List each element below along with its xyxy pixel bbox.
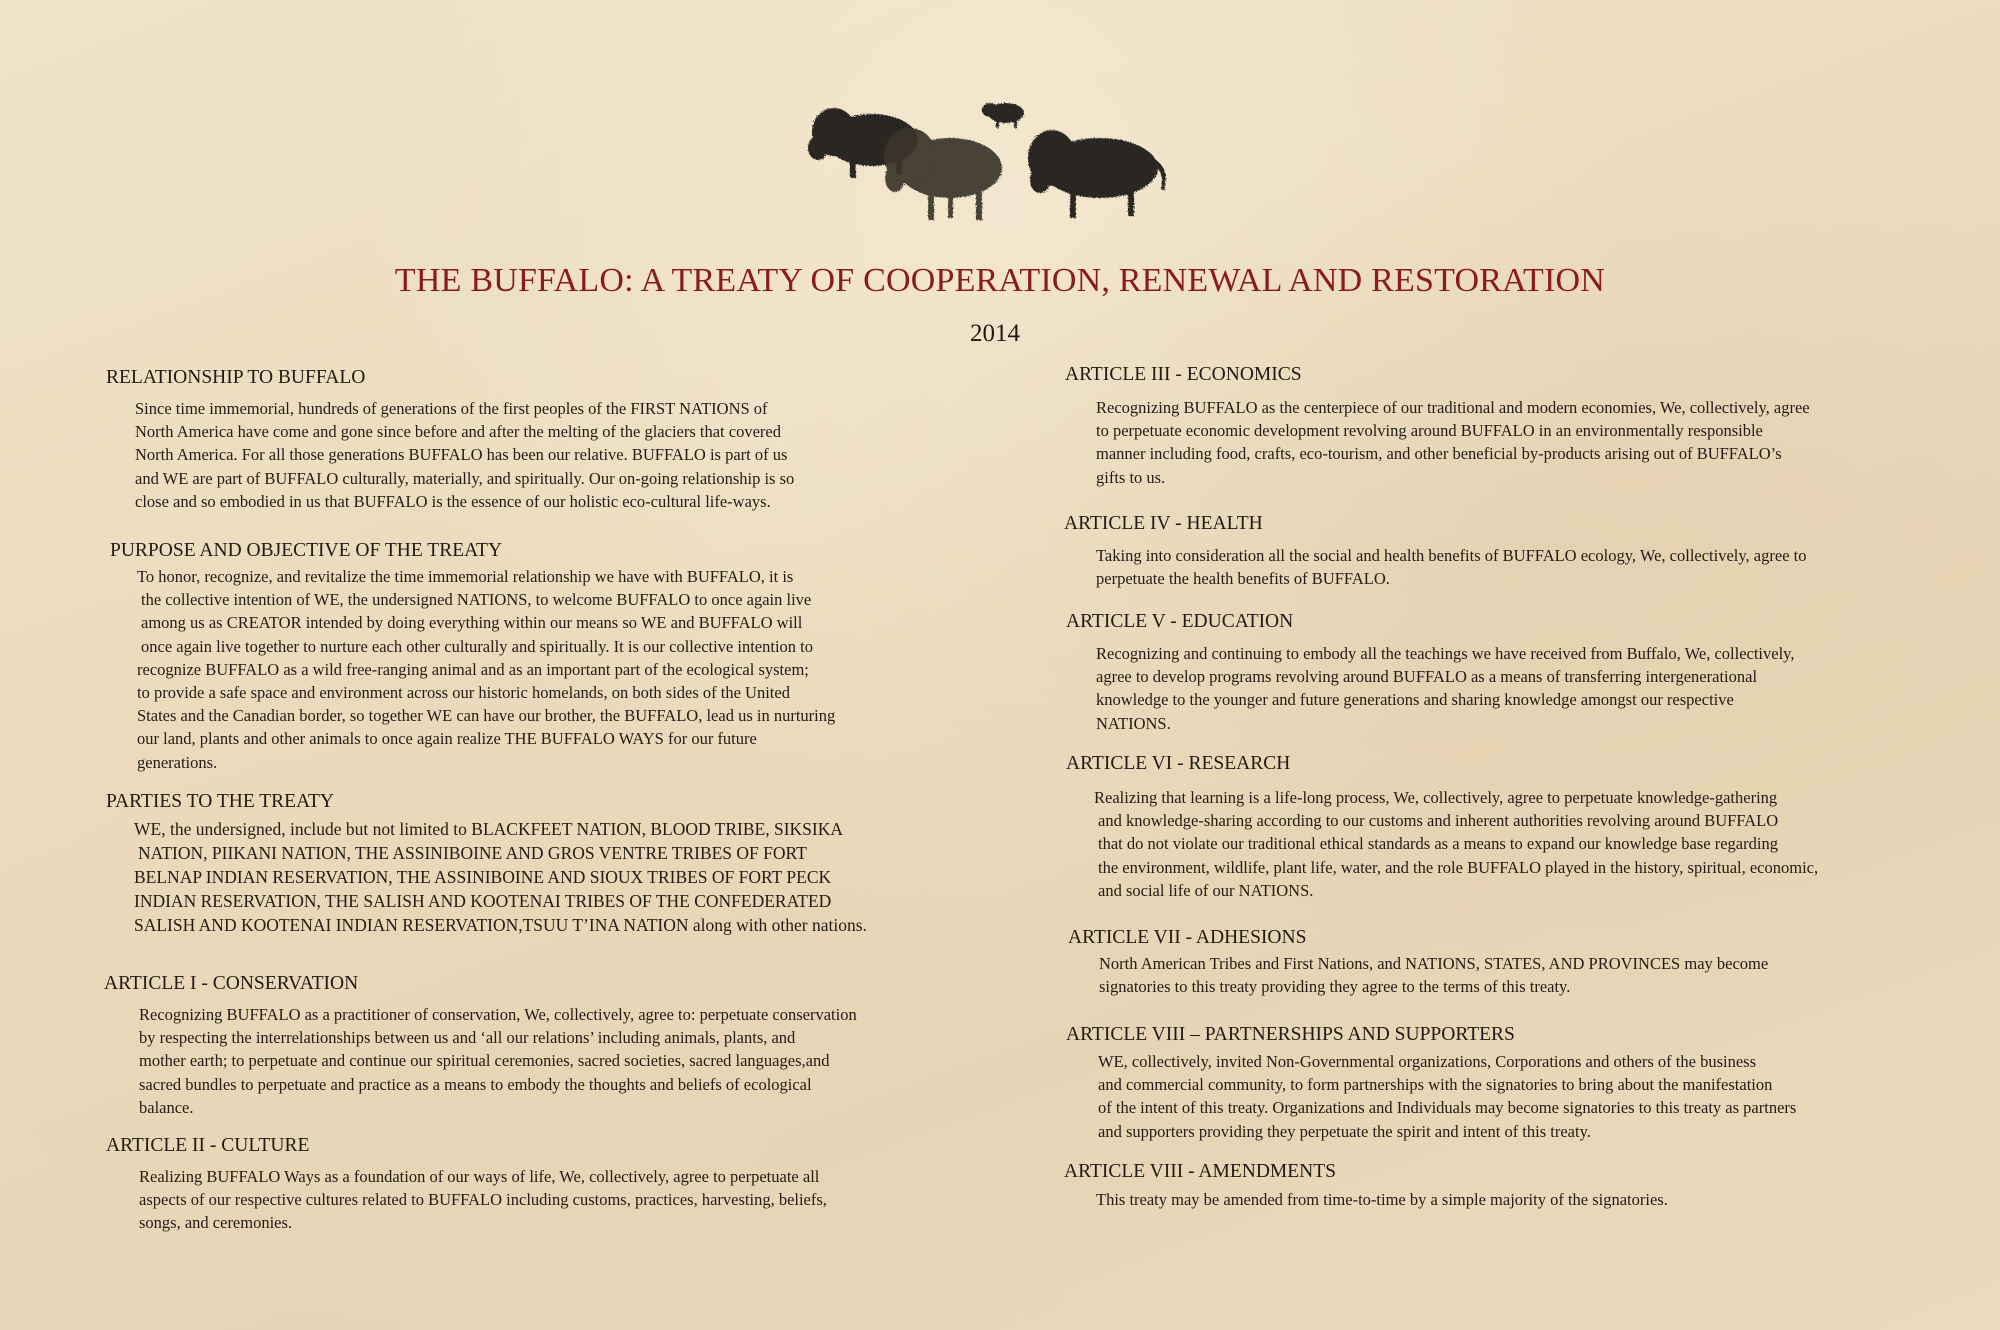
paragraph-line: and WE are part of BUFFALO culturally, materially, and spiritually. Our on-going relationship is so (135, 468, 795, 488)
section-heading: ARTICLE III - ECONOMICS (1065, 364, 1302, 385)
section-heading: ARTICLE VI - RESEARCH (1066, 753, 1291, 774)
buffalo-herd-icon (800, 90, 1190, 230)
section-article-2 (106, 1134, 827, 1235)
paragraph-line: by respecting the interrelationships between us and ‘all our relations’ including animals, plants, and (139, 1028, 796, 1048)
section-heading: ARTICLE II - CULTURE (106, 1135, 310, 1156)
paragraph-line: manner including food, crafts, eco-tourism, and other beneficial by-products arising out of BUFFALO’s (1096, 444, 1782, 464)
section-heading: ARTICLE I - CONSERVATION (104, 973, 359, 994)
paragraph-line: North American Tribes and First Nations, and NATIONS, STATES, AND PROVINCES may become (1099, 954, 1769, 973)
section-article-7 (1068, 926, 1768, 998)
paragraph-line: Since time immemorial, hundreds of generations of the first peoples of the FIRST NATIONS of (135, 399, 768, 418)
paragraph-line: SALISH AND KOOTENAI INDIAN RESERVATION,TSUU T’INA NATION along with other nations. (134, 915, 867, 935)
paragraph-line: North America have come and gone since before and after the melting of the glaciers that covered (135, 422, 781, 442)
paragraph-line: our land, plants and other animals to once again realize THE BUFFALO WAYS for our future (137, 729, 757, 749)
paragraph-line: This treaty may be amended from time-to-time by a simple majority of the signatories. (1096, 1190, 1668, 1209)
section-heading: ARTICLE V - EDUCATION (1066, 611, 1294, 632)
paragraph-line: among us as CREATOR intended by doing everything within our means so WE and BUFFALO will (141, 613, 803, 633)
paragraph-line: agree to develop programs revolving around BUFFALO as a means of transferring intergenerational (1096, 667, 1758, 687)
paragraph-line: Realizing that learning is a life-long process, We, collectively, agree to perpetuate knowledge-gathering (1094, 788, 1778, 807)
section-heading: ARTICLE VII - ADHESIONS (1068, 927, 1307, 948)
section-heading: ARTICLE IV - HEALTH (1064, 513, 1263, 534)
paragraph-line: Realizing BUFFALO Ways as a foundation of our ways of life, We, collectively, agree to perpetuate all (139, 1167, 820, 1186)
paragraph-line: and supporters providing they perpetuate the spirit and intent of this treaty. (1098, 1121, 1591, 1141)
paragraph-line: INDIAN RESERVATION, THE SALISH AND KOOTENAI TRIBES OF THE CONFEDERATED (134, 891, 832, 911)
paragraph-line: States and the Canadian border, so together WE can have our brother, the BUFFALO, lead us in nurturing (137, 706, 836, 726)
section-relationship (106, 366, 794, 513)
section-heading: PURPOSE AND OBJECTIVE OF THE TREATY (110, 540, 503, 561)
paragraph-line: the collective intention of WE, the undersigned NATIONS, to welcome BUFFALO to once again live (141, 590, 812, 610)
paragraph-line: signatories to this treaty providing they agree to the terms of this treaty. (1099, 977, 1571, 997)
paragraph-line: balance. (139, 1097, 194, 1117)
paragraph-line: once again live together to nurture each other culturally and spiritually. It is our collective intention to (141, 636, 814, 656)
paragraph-line: sacred bundles to perpetuate and practice as a means to embody the thoughts and beliefs of ecological (139, 1074, 812, 1094)
paragraph-line: and social life of our NATIONS. (1098, 880, 1314, 900)
paragraph-line: generations. (137, 752, 218, 772)
section-article-3 (1065, 363, 1810, 489)
section-article-8-amendments (1064, 1160, 1668, 1211)
paragraph-line: to provide a safe space and environment across our historic homelands, on both sides of the United (137, 683, 790, 703)
paragraph-line: and knowledge-sharing according to our customs and inherent authorities revolving around BUFFALO (1098, 811, 1779, 831)
section-article-5 (1066, 610, 1794, 735)
section-heading: ARTICLE VIII - AMENDMENTS (1064, 1161, 1336, 1182)
section-article-4 (1064, 512, 1806, 590)
paragraph-line: perpetuate the health benefits of BUFFALO. (1096, 569, 1390, 589)
section-article-1 (104, 972, 857, 1119)
paragraph-line: WE, the undersigned, include but not limited to BLACKFEET NATION, BLOOD TRIBE, SIKSIKA (134, 819, 844, 839)
paragraph-line: of the intent of this treaty. Organizations and Individuals may become signatories to this treaty as partners (1098, 1098, 1797, 1118)
paragraph-line: North America. For all those generations BUFFALO has been our relative. BUFFALO is part of us (135, 445, 788, 465)
section-article-8-partnerships (1066, 1023, 1796, 1143)
paragraph-line: Taking into consideration all the social and health benefits of BUFFALO ecology, We, collectively, agree to (1096, 546, 1807, 565)
treaty-year: 2014 (970, 320, 1020, 347)
paragraph-line: Recognizing BUFFALO as the centerpiece of our traditional and modern economies, We, collectively, agree (1096, 398, 1810, 417)
paragraph-line: close and so embodied in us that BUFFALO is the essence of our holistic eco-cultural life-ways. (135, 491, 771, 511)
paragraph-line: WE, collectively, invited Non-Governmental organizations, Corporations and others of the business (1098, 1052, 1757, 1071)
section-heading: PARTIES TO THE TREATY (106, 791, 334, 812)
paragraph-line: that do not violate our traditional ethical standards as a means to expand our knowledge base regarding (1098, 834, 1778, 854)
paragraph-line: Recognizing and continuing to embody all the teachings we have received from Buffalo, We, collectively, (1096, 644, 1795, 663)
section-heading: RELATIONSHIP TO BUFFALO (106, 367, 366, 388)
paragraph-line: aspects of our respective cultures related to BUFFALO including customs, practices, harvesting, beliefs, (139, 1190, 827, 1210)
paragraph-line: Recognizing BUFFALO as a practitioner of conservation, We, collectively, agree to: perpetuate conservation (139, 1005, 857, 1024)
paragraph-line: BELNAP INDIAN RESERVATION, THE ASSINIBOINE AND SIOUX TRIBES OF FORT PECK (134, 867, 832, 887)
paragraph-line: songs, and ceremonies. (139, 1213, 293, 1233)
section-parties (106, 790, 867, 937)
page-title: THE BUFFALO: A TREATY OF COOPERATION, RENEWAL AND RESTORATION (394, 262, 1606, 299)
paragraph-line: recognize BUFFALO as a wild free-ranging animal and as an important part of the ecological system; (137, 659, 809, 679)
paragraph-line: NATIONS. (1096, 713, 1171, 733)
paragraph-line: mother earth; to perpetuate and continue our spiritual ceremonies, sacred societies, sacred languages,and (139, 1051, 830, 1071)
paragraph-line: the environment, wildlife, plant life, water, and the role BUFFALO played in the history, spiritual, economic, (1098, 857, 1819, 877)
section-article-6 (1066, 752, 1818, 902)
paragraph-line: To honor, recognize, and revitalize the time immemorial relationship we have with BUFFALO, it is (137, 567, 794, 586)
paragraph-line: knowledge to the younger and future generations and sharing knowledge amongst our respective (1096, 690, 1734, 710)
paragraph-line: and commercial community, to form partnerships with the signatories to bring about the manifestation (1098, 1075, 1773, 1095)
paragraph-line: gifts to us. (1096, 467, 1166, 487)
paragraph-line: NATION, PIIKANI NATION, THE ASSINIBOINE AND GROS VENTRE TRIBES OF FORT (138, 843, 807, 863)
section-heading: ARTICLE VIII – PARTNERSHIPS AND SUPPORTERS (1066, 1024, 1515, 1045)
section-purpose (110, 539, 835, 774)
paragraph-line: to perpetuate economic development revolving around BUFFALO in an environmentally responsible (1096, 421, 1763, 441)
